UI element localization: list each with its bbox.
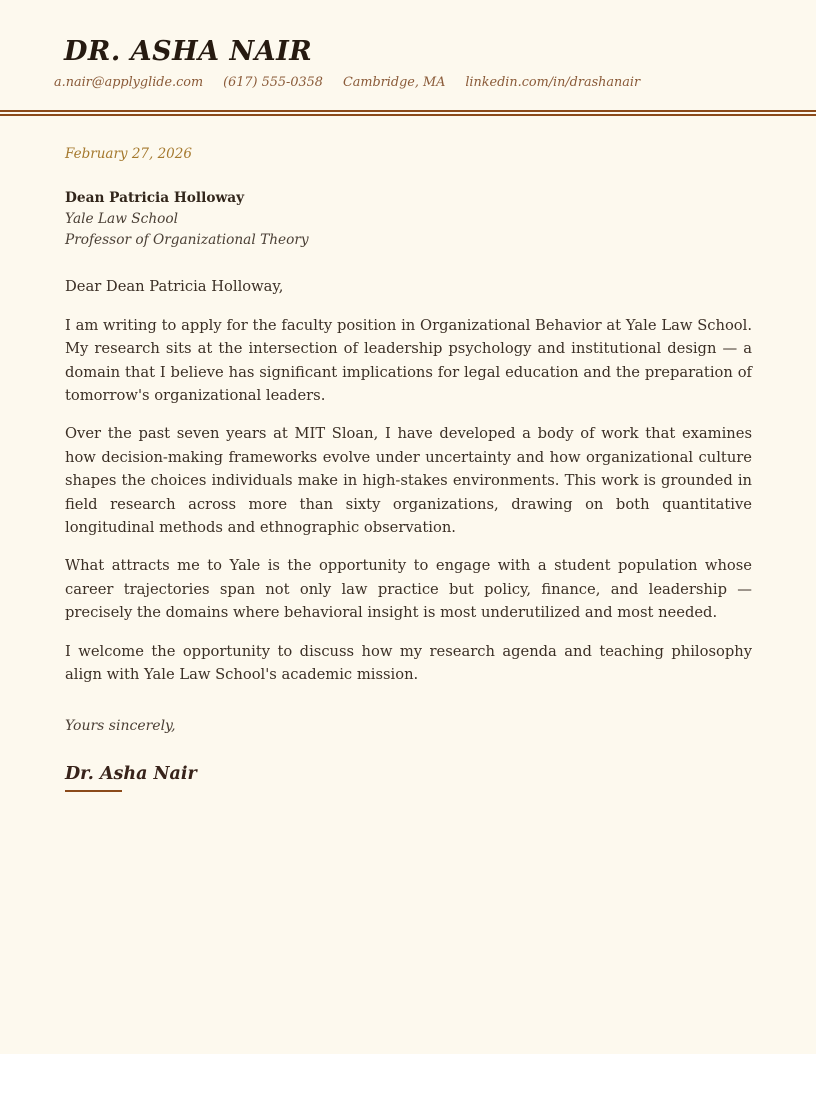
recipient-block: [65, 188, 752, 251]
recipient-name: Dean Patricia Holloway: [65, 190, 245, 207]
signature-rule: [65, 790, 122, 792]
email-link[interactable]: a.nair@applyglide.com: [54, 75, 204, 91]
letter-body: [0, 116, 816, 792]
letter-paragraph-4: I welcome the opportunity to discuss how my research agenda and teaching philosophy align with Yale Law School's academic mission.: [65, 642, 752, 684]
letter-header: [0, 0, 816, 116]
linkedin-link[interactable]: linkedin.com/in/drashanair: [465, 75, 641, 91]
phone-text: (617) 555-0358: [223, 75, 323, 91]
salutation: Dear Dean Patricia Holloway,: [65, 278, 284, 296]
recipient-organization: Yale Law School: [65, 211, 178, 228]
letter-paragraph-2: Over the past seven years at MIT Sloan, I have developed a body of work that examines how decision-making frameworks evolve under uncertainty and how organizational culture shapes the choices individuals make in high-stakes environments. This work is grounded in field research across more than sixty organizations, drawing on both quantitative longitudinal methods and ethnographic observation.: [65, 425, 752, 537]
contact-bar: [54, 75, 762, 90]
recipient-title: Professor of Organizational Theory: [65, 232, 309, 249]
letter-paragraph-3: What attracts me to Yale is the opportunity to engage with a student population whose career trajectories span not only law practice but policy, finance, and leadership — precisely the domains where behavioral insight is most underutilized and most needed.: [65, 557, 752, 622]
letter-paragraph-1: I am writing to apply for the faculty position in Organizational Behavior at Yale Law School. My research sits at the intersection of leadership psychology and institutional design — a domain that I believe has significant implications for legal education and the preparation of tomorrow's organizational leaders.: [65, 316, 752, 405]
signature-name: Dr. Asha Nair: [65, 764, 197, 785]
letter-date: February 27, 2026: [65, 146, 192, 163]
page-title: DR. ASHA NAIR: [64, 36, 313, 67]
closing-line: Yours sincerely,: [65, 718, 176, 735]
location-text: Cambridge, MA: [342, 75, 446, 91]
